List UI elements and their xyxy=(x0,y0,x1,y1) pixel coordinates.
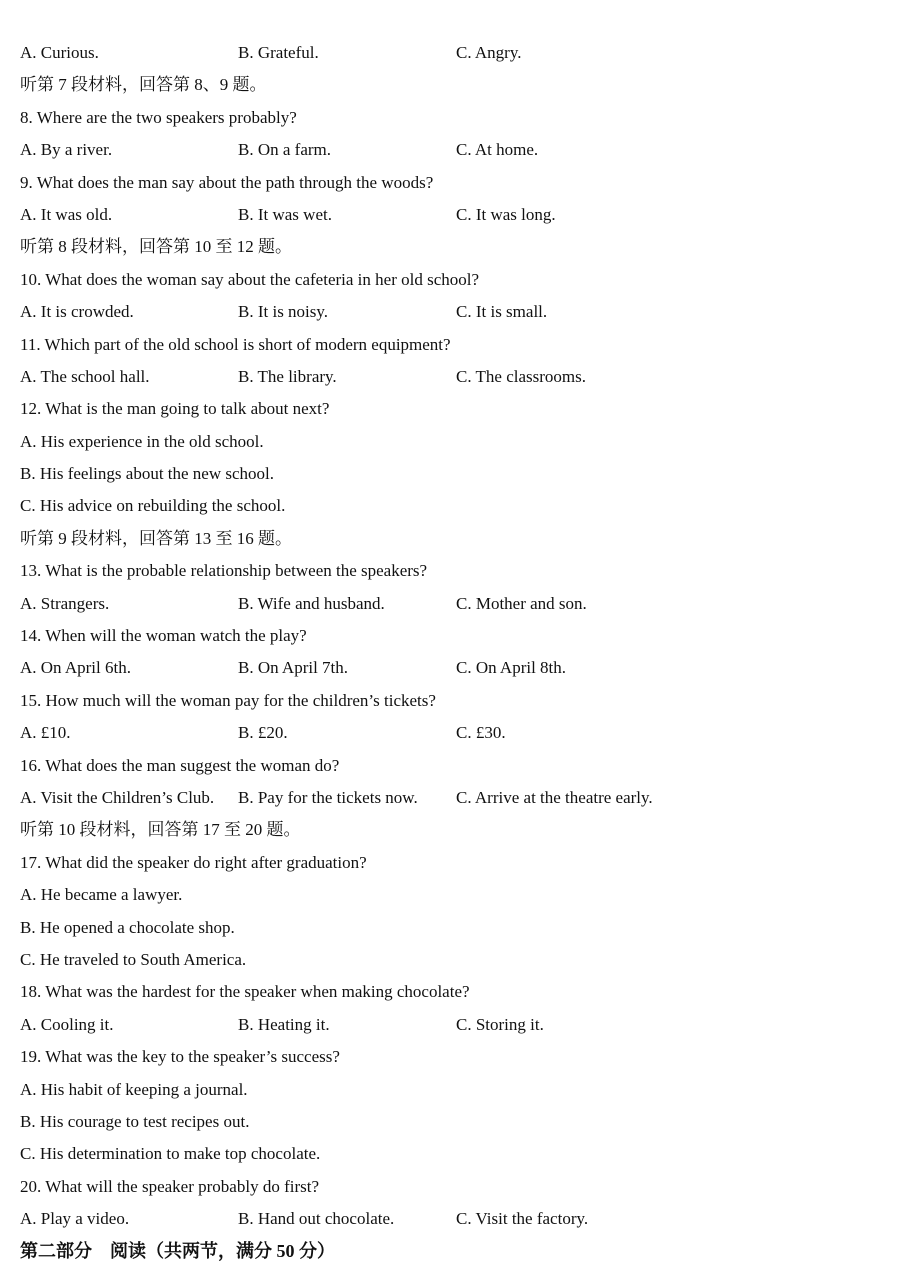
text-line xyxy=(20,947,880,979)
answer-options-row xyxy=(20,299,880,331)
option-b: B. Pay for the tickets now. xyxy=(238,787,418,807)
text-line xyxy=(20,493,880,525)
line-text: 20. What will the speaker probably do first? xyxy=(20,1176,319,1196)
line-text: 听第 9 段材料，回答第 13 至 16 题。 xyxy=(20,528,292,548)
option-b: B. It is noisy. xyxy=(238,302,329,322)
option-a: A. Strangers. xyxy=(20,593,110,613)
option-b: B. £20. xyxy=(238,723,288,743)
answer-options-row xyxy=(20,137,880,169)
text-line xyxy=(20,267,880,299)
option-c: C. £30. xyxy=(456,723,506,743)
answer-options-row xyxy=(20,202,880,234)
answer-options-row xyxy=(20,1206,880,1238)
line-text: B. His feelings about the new school. xyxy=(20,464,275,484)
option-c: C. Storing it. xyxy=(456,1014,544,1034)
text-line xyxy=(20,105,880,137)
text-line xyxy=(20,1141,880,1173)
option-b: B. The library. xyxy=(238,366,337,386)
text-line xyxy=(20,915,880,947)
option-a: A. Play a video. xyxy=(20,1209,130,1229)
line-text: 8. Where are the two speakers probably? xyxy=(20,107,297,127)
line-text: 11. Which part of the old school is short of modern equipment? xyxy=(20,334,451,354)
option-b: B. Heating it. xyxy=(238,1014,330,1034)
option-c: C. The classrooms. xyxy=(456,366,587,386)
text-line xyxy=(20,429,880,461)
text-line xyxy=(20,332,880,364)
answer-options-row xyxy=(20,655,880,687)
option-b: B. Wife and husband. xyxy=(238,593,385,613)
option-a: A. By a river. xyxy=(20,140,113,160)
line-text: 9. What does the man say about the path through the woods? xyxy=(20,172,434,192)
text-line xyxy=(20,170,880,202)
line-text: C. His advice on rebuilding the school. xyxy=(20,496,286,516)
text-line xyxy=(20,688,880,720)
option-c: C. At home. xyxy=(456,140,539,160)
option-b: B. On a farm. xyxy=(238,140,332,160)
line-text: 15. How much will the woman pay for the children’s tickets? xyxy=(20,690,436,710)
answer-options-row xyxy=(20,720,880,752)
option-c: C. Angry. xyxy=(456,43,522,62)
line-text: C. He traveled to South America. xyxy=(20,949,247,969)
line-text: 听第 10 段材料，回答第 17 至 20 题。 xyxy=(20,820,301,840)
option-a: A. It was old. xyxy=(20,204,113,224)
option-c: C. Visit the factory. xyxy=(456,1209,589,1229)
text-line xyxy=(20,817,880,849)
option-b: B. On April 7th. xyxy=(238,658,349,678)
option-a: A. Cooling it. xyxy=(20,1014,114,1034)
part-title xyxy=(20,1238,880,1270)
line-text: A. His habit of keeping a journal. xyxy=(20,1079,248,1099)
answer-options-row xyxy=(20,40,880,72)
line-text: B. His courage to test recipes out. xyxy=(20,1111,250,1131)
text-line xyxy=(20,850,880,882)
text-line xyxy=(20,1044,880,1076)
line-text: 14. When will the woman watch the play? xyxy=(20,626,307,646)
text-line xyxy=(20,623,880,655)
line-text: 听第 8 段材料，回答第 10 至 12 题。 xyxy=(20,237,292,257)
line-text: 12. What is the man going to talk about next? xyxy=(20,399,330,419)
text-line xyxy=(20,461,880,493)
option-b: B. Hand out chocolate. xyxy=(238,1209,395,1229)
part-title-text: 第二部分 阅读（共两节，满分 50 分） xyxy=(20,1241,335,1262)
option-c: C. On April 8th. xyxy=(456,658,567,678)
option-c: C. Mother and son. xyxy=(456,593,587,613)
line-text: 听第 7 段材料，回答第 8、9 题。 xyxy=(20,75,267,95)
text-line xyxy=(20,1077,880,1109)
text-line xyxy=(20,234,880,266)
line-text: 17. What did the speaker do right after graduation? xyxy=(20,852,367,872)
text-line xyxy=(20,1174,880,1206)
line-text: 10. What does the woman say about the cafeteria in her old school? xyxy=(20,269,480,289)
option-a: A. The school hall. xyxy=(20,366,150,386)
line-text: 13. What is the probable relationship between the speakers? xyxy=(20,561,428,581)
text-line xyxy=(20,882,880,914)
text-line xyxy=(20,396,880,428)
option-b: B. It was wet. xyxy=(238,204,332,224)
text-line xyxy=(20,1109,880,1141)
line-text: C. His determination to make top chocolate. xyxy=(20,1144,321,1164)
option-a: A. It is crowded. xyxy=(20,302,134,322)
option-a: A. Visit the Children’s Club. xyxy=(20,787,215,807)
option-c: C. Arrive at the theatre early. xyxy=(456,787,653,807)
option-a: A. On April 6th. xyxy=(20,658,131,678)
line-text: 19. What was the key to the speaker’s success? xyxy=(20,1047,340,1067)
line-text: A. He became a lawyer. xyxy=(20,885,183,905)
text-line xyxy=(20,526,880,558)
text-line xyxy=(20,979,880,1011)
option-b: B. Grateful. xyxy=(238,43,319,62)
option-a: A. £10. xyxy=(20,723,71,743)
answer-options-row xyxy=(20,364,880,396)
answer-options-row xyxy=(20,1012,880,1044)
option-a: A. Curious. xyxy=(20,43,99,62)
answer-options-row xyxy=(20,591,880,623)
text-line xyxy=(20,558,880,590)
text-line xyxy=(20,72,880,104)
line-text: B. He opened a chocolate shop. xyxy=(20,917,235,937)
line-text: A. His experience in the old school. xyxy=(20,431,264,451)
option-c: C. It was long. xyxy=(456,204,556,224)
answer-options-row xyxy=(20,785,880,817)
text-line xyxy=(20,753,880,785)
line-text: 16. What does the man suggest the woman do? xyxy=(20,755,340,775)
line-text: 18. What was the hardest for the speaker when making chocolate? xyxy=(20,982,470,1002)
exam-page xyxy=(20,40,880,1271)
option-c: C. It is small. xyxy=(456,302,548,322)
